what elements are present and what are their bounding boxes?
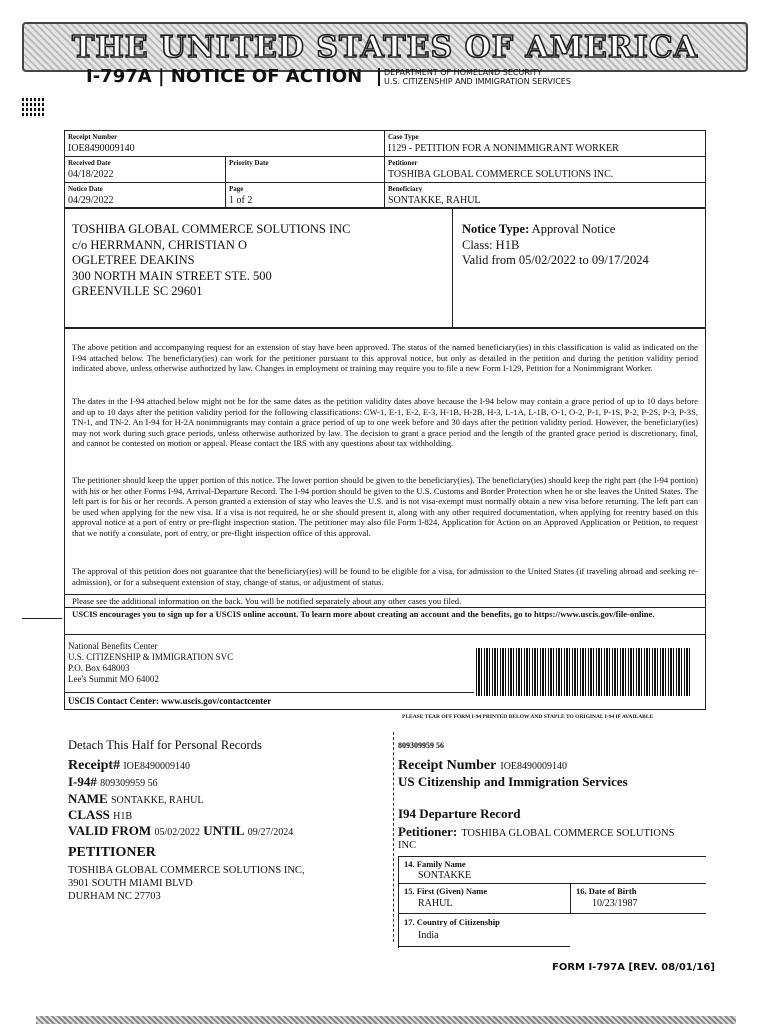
notice-type: Approval Notice [531, 222, 616, 236]
first-name-label: 15. First (Given) Name [404, 886, 488, 896]
header-banner [22, 22, 748, 72]
divider [384, 130, 385, 208]
notice-class: Class: H1B [462, 237, 520, 252]
petitioner-label: Petitioner [388, 159, 418, 167]
perforation-line [393, 732, 394, 942]
priority-date-label: Priority Date [229, 159, 269, 167]
notice-date-label: Notice Date [68, 185, 103, 193]
petitioner-line: DURHAM NC 27703 [68, 891, 161, 902]
receipt-value: IOE8490009140 [123, 761, 191, 772]
notice-type-label: Notice Type: [462, 222, 530, 236]
bottom-border [36, 1016, 736, 1024]
divider [398, 913, 706, 914]
page-label: Page [229, 185, 244, 193]
barcode-icon [476, 648, 690, 696]
until-label: UNTIL [203, 823, 245, 838]
form-title: I-797A | NOTICE OF ACTION [86, 66, 363, 87]
petitioner-heading: PETITIONER [68, 845, 156, 860]
center-line: National Benefits Center [68, 641, 158, 651]
center-line: P.O. Box 648003 [68, 663, 130, 673]
family-name-label: 14. Family Name [404, 859, 466, 869]
divider [398, 946, 570, 947]
qr-code-icon [22, 96, 44, 118]
page-number: 1 of 2 [229, 195, 253, 206]
agency-name: US Citizenship and Immigration Services [398, 774, 628, 789]
case-type: I129 - PETITION FOR A NONIMMIGRANT WORKER [388, 143, 619, 154]
notice-validity: Valid from 05/02/2022 to 09/17/2024 [462, 253, 649, 267]
valid-from-value: 05/02/2022 [154, 827, 200, 838]
paragraph: The above petition and accompanying request for an extension of stay have been approved. The status of the named beneficiary(ies) in this classification is valid as indicated on the I-94 attached below. The beneficiary(ies) can work for the petitioner pursuant to this approval notice, but only as detailed in the petition and during the petition validity period indicated above, unless otherwise authorized by law. Changes in employment or training may require you to file a new Form I-129, Petition for a Nonimmigrant Worker. [72, 342, 698, 374]
petitioner-name: TOSHIBA GLOBAL COMMERCE SOLUTIONS INC. [388, 169, 614, 180]
paragraph: The dates in the I-94 attached below might not be for the same dates as the petition validity dates above because the I-94 below may contain a grace period of up to 10 days before and up to 10 days after the petition validity period for the following classifications: CW-1, E-1, E-2, E-3, H-1B, H-2B, H-3, L-1A, L-1B, O-1, O-2, P-1, P-1S, P-2, P-2S, P-3, P-3S, TN-1, and TN-2. An I-94 for H-2A nonimmigrants may contain a grace period of up to one week before and 30 days after the petition validity period. However, the beneficiary(ies) may not work during such grace periods, unless otherwise authorized by law. The decision to grant a grace period and the length of the granted grace period is discretionary, final, and cannot be contested on motion or appeal. Please contact the IRS with any questions about tax withholding. [72, 396, 698, 449]
address-line: c/o HERRMANN, CHRISTIAN O [72, 237, 247, 252]
beneficiary-label: Beneficiary [388, 185, 423, 193]
receipt-number-label: Receipt Number [68, 133, 118, 141]
see-back-note: Please see the additional information on the back. You will be notified separately about any other cases you filed. [72, 596, 462, 606]
divider [398, 883, 706, 884]
until-value: 09/27/2024 [247, 827, 294, 838]
divider [570, 883, 571, 913]
form-revision: FORM I-797A [REV. 08/01/16] [552, 962, 715, 973]
name-value: SONTAKKE, RAHUL [110, 795, 204, 806]
contact-center: USCIS Contact Center: www.uscis.gov/contactcenter [68, 696, 272, 706]
divider [64, 182, 706, 183]
country-label: 17. Country of Citizenship [404, 917, 500, 927]
country: India [418, 930, 439, 941]
tear-off-instruction: PLEASE TEAR OFF FORM I-94 PRINTED BELOW AND STAPLE TO ORIGINAL I-94 IF AVAILABLE [402, 714, 654, 720]
case-type-label: Case Type [388, 133, 419, 141]
banner-text: THE UNITED STATES OF AMERICA [72, 29, 698, 65]
beneficiary-name: SONTAKKE, RAHUL [388, 195, 481, 206]
paragraph: The approval of this petition does not guarantee that the beneficiary(ies) will be found to be eligible for a visa, for admission to the United States (if traveling abroad and seeking re-admission), or for a subsequent extension of stay, change of status, or adjustment of status. [72, 566, 698, 587]
right-receipt: IOE8490009140 [500, 761, 568, 772]
i94-number: 809309959 56 [398, 741, 444, 750]
divider [64, 692, 474, 693]
right-receipt-label: Receipt Number [398, 758, 497, 773]
agency-line: U.S. CITIZENSHIP AND IMMIGRATION SERVICES [384, 77, 571, 86]
receipt-label: Receipt# [68, 758, 121, 773]
notice-info [462, 222, 649, 269]
dept-line: DEPARTMENT OF HOMELAND SECURITY [384, 68, 543, 77]
petitioner-address [68, 864, 305, 903]
dob: 10/23/1987 [592, 898, 638, 909]
address-line: 300 NORTH MAIN STREET STE. 500 [72, 268, 272, 283]
address-line: GREENVILLE SC 29601 [72, 284, 203, 298]
dob-label: 16. Date of Birth [576, 886, 637, 896]
margin-mark [22, 618, 62, 619]
service-center-address [68, 641, 233, 685]
divider [398, 856, 399, 948]
received-date-label: Received Date [68, 159, 111, 167]
online-account-note: USCIS encourages you to sign up for a USCIS online account. To learn more about creating an account and the benefits, go to https://www.uscis.gov/file-online. [72, 609, 655, 619]
i94-value: 809309959 56 [100, 778, 158, 789]
divider [64, 634, 706, 635]
center-line: Lee's Summit MO 64002 [68, 674, 159, 684]
detach-heading: Detach This Half for Personal Records [68, 738, 262, 752]
name-label: NAME [68, 791, 108, 806]
paragraph: The petitioner should keep the upper portion of this notice. The lower portion should be given to the beneficiary(ies). The beneficiary(ies) should keep the right part (the I-94 portion) with his or her other Forms I-94, Arrival-Departure Record. The I-94 portion should be given to the U.S. Customs and Border Protection when he or she leaves the United States. The left part is for his or her records. A person granted a extension of stay who leaves the U.S. and is not visa-exempt must normally obtain a new visa before returning. The left part can be used when applying for the new visa. If a visa is not required, he or she should present it, along with any other required documentation, when applying for reentry based on this approval notice at a port of entry or pre-flight inspection station. The petitioner may also file Form I-824, Application for Action on an Approved Application or Petition, to request that we notify a consulate, port of entry, or pre-flight inspection office of this approval. [72, 475, 698, 538]
right-petitioner-line2: INC [398, 840, 417, 851]
department-label [378, 68, 571, 86]
divider [64, 156, 706, 157]
address-line: TOSHIBA GLOBAL COMMERCE SOLUTIONS INC [72, 222, 351, 236]
family-name: SONTAKKE [418, 870, 472, 881]
right-petitioner-label: Petitioner: [398, 824, 458, 839]
center-line: U.S. CITIZENSHIP & IMMIGRATION SVC [68, 652, 234, 662]
received-date: 04/18/2022 [68, 169, 114, 180]
valid-from-label: VALID FROM [68, 823, 152, 838]
petitioner-line: TOSHIBA GLOBAL COMMERCE SOLUTIONS INC, [68, 865, 305, 876]
first-name: RAHUL [418, 898, 453, 909]
receipt-number: IOE8490009140 [68, 143, 135, 154]
divider [452, 208, 453, 328]
petitioner-line: 3901 SOUTH MIAMI BLVD [68, 878, 193, 889]
notice-date: 04/29/2022 [68, 195, 114, 206]
right-petitioner: TOSHIBA GLOBAL COMMERCE SOLUTIONS [461, 828, 675, 839]
departure-record-title: I94 Departure Record [398, 806, 521, 821]
i94-label: I-94# [68, 774, 97, 789]
divider [398, 856, 706, 857]
divider [64, 607, 706, 608]
address-line: OGLETREE DEAKINS [72, 253, 195, 267]
mailing-address [72, 222, 351, 300]
class-label: CLASS [68, 807, 110, 822]
class-value: H1B [113, 811, 133, 822]
divider [64, 594, 706, 595]
